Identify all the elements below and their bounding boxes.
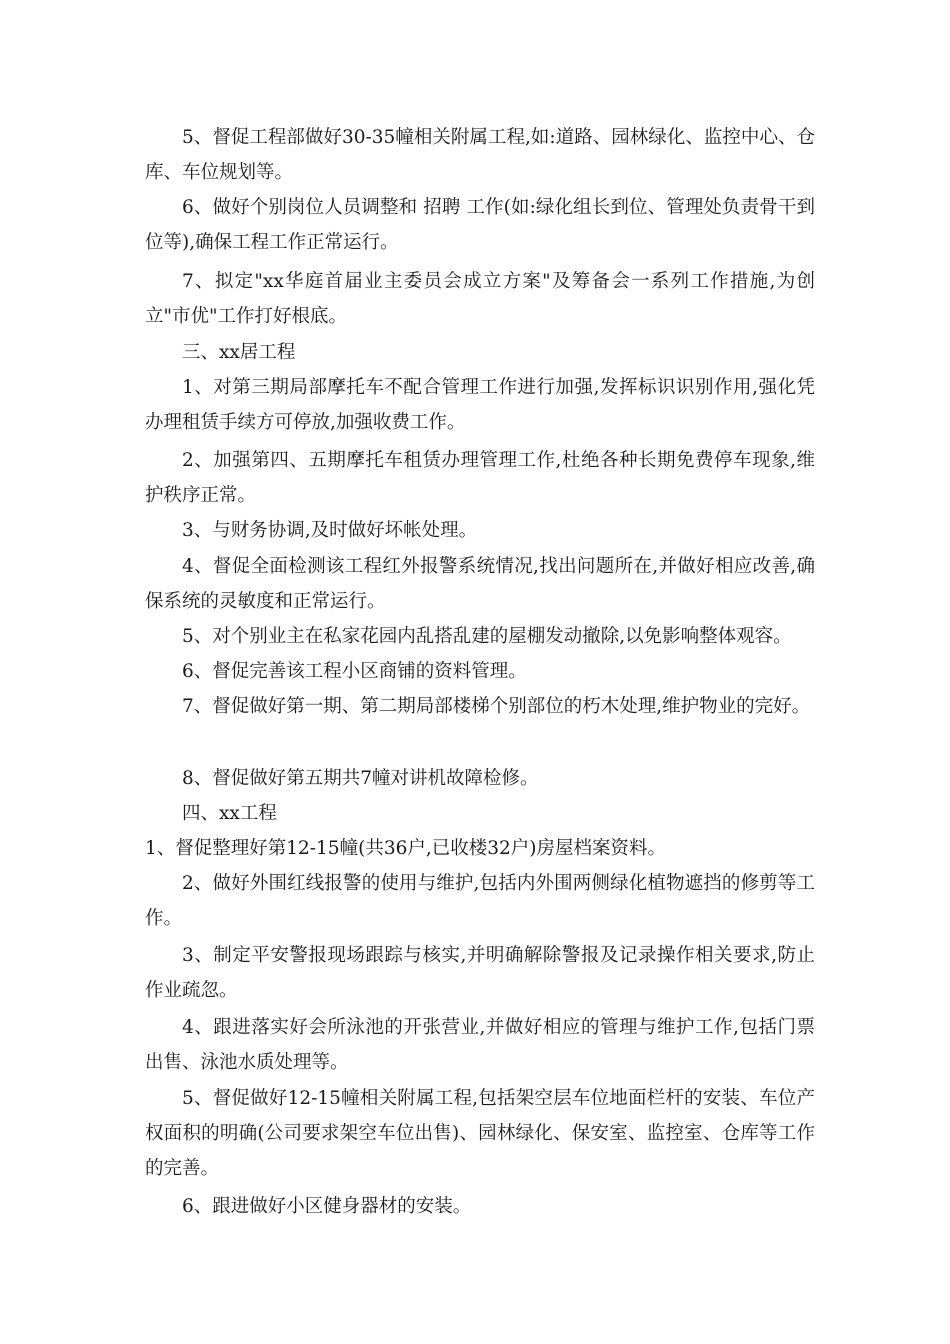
- paragraph: 6、跟进做好小区健身器材的安装。: [182, 1196, 472, 1217]
- paragraph: 4、跟进落实好会所泳池的开张营业,并做好相应的管理与维护工作,包括门票出售、泳池水质处理等。: [145, 1017, 815, 1073]
- paragraph: 6、做好个别岗位人员调整和 招聘 工作(如:绿化组长到位、管理处负责骨干到位等),确保工程工作正常运行。: [145, 197, 815, 253]
- paragraph: 7、拟定"xx华庭首届业主委员会成立方案"及筹备会一系列工作措施,为创立"市优"工作打好根底。: [145, 271, 815, 327]
- paragraph: 5、督促做好12-15幢相关附属工程,包括架空层车位地面栏杆的安装、车位产权面积的明确(公司要求架空车位出售)、园林绿化、保安室、监控室、仓库等工作的完善。: [145, 1088, 815, 1179]
- section-heading: 四、xx工程: [182, 803, 277, 824]
- paragraph: 7、督促做好第一期、第二期局部楼梯个别部位的朽木处理,维护物业的完好。: [182, 696, 811, 717]
- paragraph: 2、加强第四、五期摩托车租赁办理管理工作,杜绝各种长期免费停车现象,维护秩序正常。: [145, 450, 815, 506]
- paragraph: 4、督促全面检测该工程红外报警系统情况,找出问题所在,并做好相应改善,确保系统的灵敏度和正常运行。: [145, 556, 815, 612]
- paragraph: 8、督促做好第五期共7幢对讲机故障检修。: [182, 768, 539, 789]
- paragraph: 6、督促完善该工程小区商铺的资料管理。: [182, 661, 527, 682]
- paragraph: 5、对个别业主在私家花园内乱搭乱建的屋棚发动撤除,以免影响整体观容。: [182, 626, 792, 647]
- paragraph: 1、督促整理好第12-15幢(共36户,已收楼32户)房屋档案资料。: [145, 838, 667, 859]
- paragraph: 5、督促工程部做好30-35幢相关附属工程,如:道路、园林绿化、监控中心、仓库、车位规划等。: [145, 127, 815, 183]
- paragraph: 3、与财务协调,及时做好坏帐处理。: [182, 520, 478, 541]
- paragraph: 3、制定平安警报现场跟踪与核实,并明确解除警报及记录操作相关要求,防止作业疏忽。: [145, 945, 815, 1001]
- section-heading: 三、xx居工程: [182, 342, 296, 363]
- paragraph: 1、对第三期局部摩托车不配合管理工作进行加强,发挥标识识别作用,强化凭办理租赁手续方可停放,加强收费工作。: [145, 377, 815, 433]
- paragraph: 2、做好外围红线报警的使用与维护,包括内外围两侧绿化植物遮挡的修剪等工作。: [145, 873, 815, 929]
